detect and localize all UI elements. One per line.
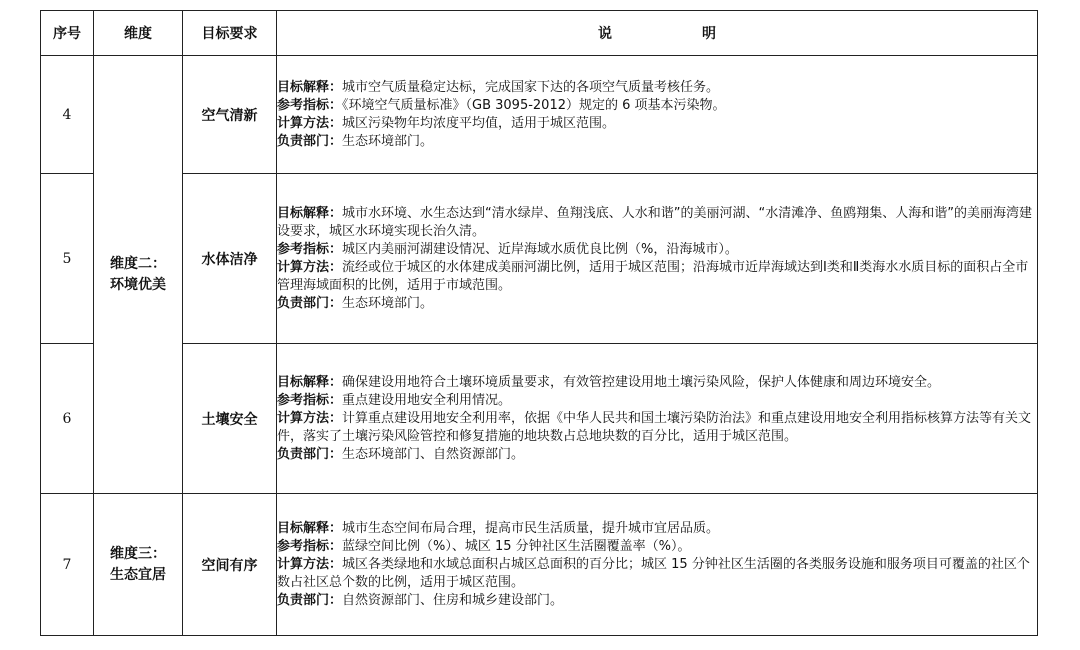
header-seq: 序号	[41, 11, 94, 56]
dimension-label-line2: 生态宜居	[110, 566, 166, 583]
table-row	[41, 174, 1038, 344]
header-goal: 目标要求	[183, 11, 277, 56]
desc-text: 蓝绿空间比例（%）、城区 15 分钟社区生活圈覆盖率（%）。	[342, 538, 691, 554]
header-desc-char-1: 说	[598, 26, 612, 42]
desc-text: 城区污染物年均浓度平均值，适用于城区范围。	[342, 115, 616, 131]
desc-label: 计算方法：	[277, 556, 343, 572]
desc-line	[277, 97, 1037, 115]
goal-cell: 土壤安全	[183, 344, 277, 494]
desc-line	[277, 241, 1037, 259]
dimension-label-line1: 维度二：	[110, 255, 166, 272]
desc-text: 《环境空气质量标准》（GB 3095-2012）规定的 6 项基本污染物。	[342, 97, 726, 113]
desc-line	[277, 592, 1037, 610]
row-seq: 7	[41, 494, 94, 636]
desc-line	[277, 446, 1037, 464]
desc-label: 负责部门：	[277, 133, 343, 149]
description-cell	[277, 494, 1038, 636]
desc-label: 目标解释：	[277, 374, 343, 390]
row-seq: 5	[41, 174, 94, 344]
desc-text: 重点建设用地安全利用情况。	[342, 392, 512, 408]
desc-text: 城市水环境、水生态达到“清水绿岸、鱼翔浅底、人水和谐”的美丽河湖、“水清滩净、鱼鸥翔集、人海和谐”的美丽海湾建设要求，城区水环境实现长治久清。	[277, 205, 1032, 239]
description-cell	[277, 174, 1038, 344]
header-description	[277, 11, 1038, 56]
desc-text: 计算重点建设用地安全利用率，依据《中华人民共和国土壤污染防治法》和重点建设用地安全利用指标核算方法等有关文件，落实了土壤污染风险管控和修复措施的地块数占总地块数的百分比，适用于城区范围。	[277, 410, 1032, 444]
desc-line	[277, 392, 1037, 410]
table-row	[41, 494, 1038, 636]
dimension-cell	[94, 494, 183, 636]
desc-text: 城市生态空间布局合理，提高市民生活质量，提升城市宜居品质。	[342, 520, 720, 536]
header-dimension: 维度	[94, 11, 183, 56]
desc-label: 负责部门：	[277, 295, 343, 311]
desc-line	[277, 133, 1037, 151]
desc-label: 参考指标：	[277, 241, 343, 257]
desc-line	[277, 520, 1037, 538]
desc-text: 确保建设用地符合土壤环境质量要求，有效管控建设用地土壤污染风险，保护人体健康和周边环境安全。	[342, 374, 941, 390]
goal-cell: 空间有序	[183, 494, 277, 636]
desc-line	[277, 295, 1037, 313]
dimension-cell	[94, 56, 183, 494]
desc-label: 目标解释：	[277, 520, 343, 536]
description-cell	[277, 344, 1038, 494]
table-header-row	[41, 11, 1038, 56]
desc-text: 城区各类绿地和水域总面积占城区总面积的百分比；城区 15 分钟社区生活圈的各类服务设施和服务项目可覆盖的社区个数占社区总个数的比例，适用于城区范围。	[277, 556, 1030, 590]
row-seq: 4	[41, 56, 94, 174]
desc-label: 参考指标：	[277, 538, 343, 554]
desc-line	[277, 556, 1037, 592]
desc-line	[277, 410, 1037, 446]
description-cell	[277, 56, 1038, 174]
desc-label: 参考指标：	[277, 392, 343, 408]
dimension-label-line2: 环境优美	[110, 276, 166, 293]
desc-line	[277, 115, 1037, 133]
desc-text: 自然资源部门、住房和城乡建设部门。	[342, 592, 564, 608]
desc-label: 目标解释：	[277, 205, 343, 221]
desc-text: 城市空气质量稳定达标，完成国家下达的各项空气质量考核任务。	[342, 79, 720, 95]
desc-line	[277, 374, 1037, 392]
desc-text: 生态环境部门、自然资源部门。	[342, 446, 525, 462]
desc-label: 计算方法：	[277, 115, 343, 131]
desc-label: 参考指标：	[277, 97, 343, 113]
goal-cell: 空气清新	[183, 56, 277, 174]
desc-text: 生态环境部门。	[342, 295, 434, 311]
desc-label: 负责部门：	[277, 592, 343, 608]
header-desc-char-2: 明	[702, 26, 716, 42]
desc-label: 计算方法：	[277, 410, 343, 426]
row-seq: 6	[41, 344, 94, 494]
desc-text: 城区内美丽河湖建设情况、近岸海域水质优良比例（%，沿海城市）。	[342, 241, 738, 257]
indicator-table	[40, 10, 1038, 636]
desc-text: 生态环境部门。	[342, 133, 434, 149]
table-row	[41, 344, 1038, 494]
desc-label: 负责部门：	[277, 446, 343, 462]
desc-line	[277, 259, 1037, 295]
dimension-label-line1: 维度三：	[110, 545, 166, 562]
desc-line	[277, 538, 1037, 556]
desc-label: 目标解释：	[277, 79, 343, 95]
desc-line	[277, 79, 1037, 97]
table-row	[41, 56, 1038, 174]
goal-cell: 水体洁净	[183, 174, 277, 344]
desc-label: 计算方法：	[277, 259, 343, 275]
desc-text: 流经或位于城区的水体建成美丽河湖比例，适用于城区范围；沿海城市近岸海域达到Ⅰ类和Ⅱ类海水水质目标的面积占全市管理海域面积的比例，适用于市域范围。	[277, 259, 1029, 293]
desc-line	[277, 205, 1037, 241]
